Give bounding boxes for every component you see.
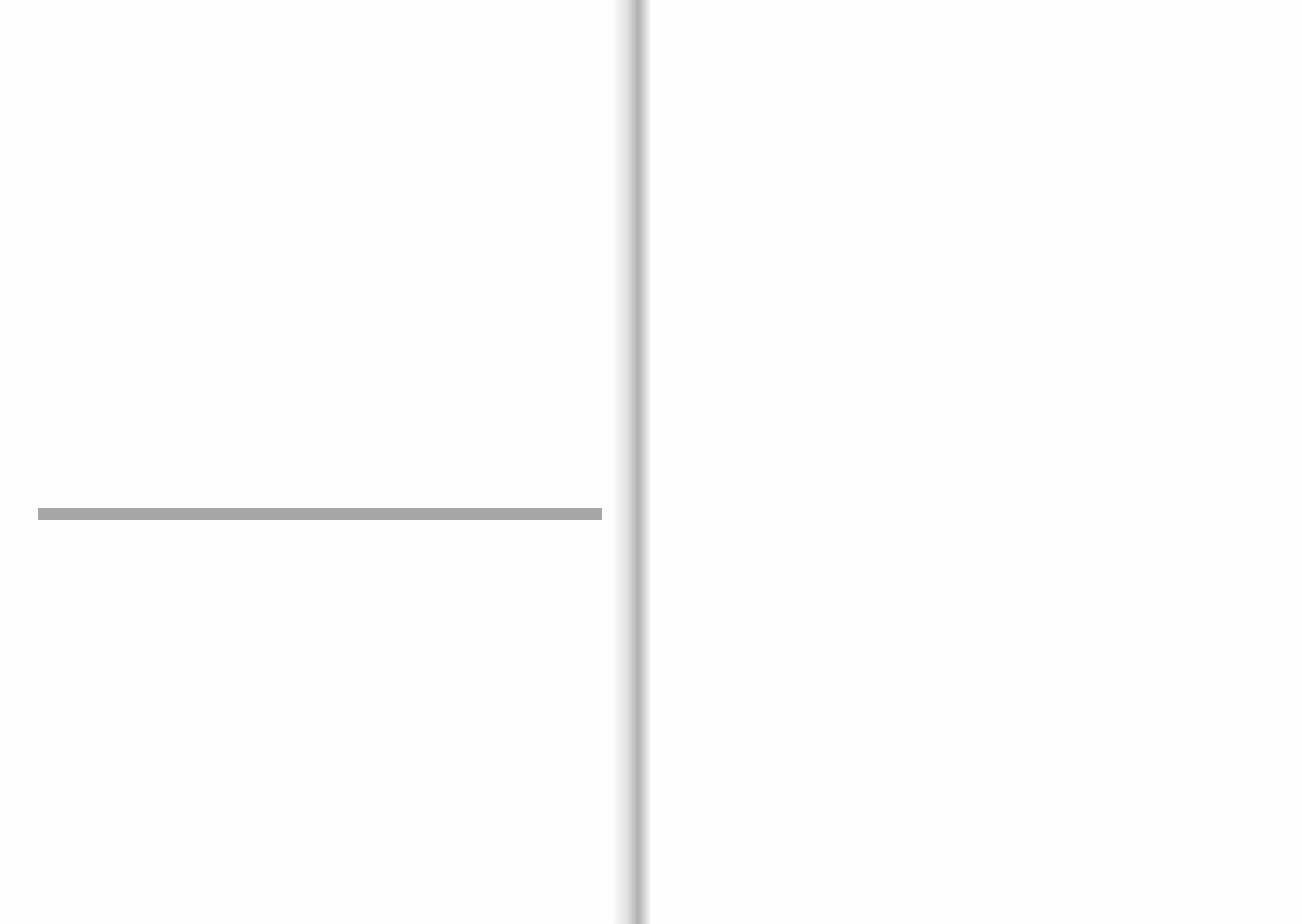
left-page (0, 0, 626, 924)
breed-header (38, 508, 602, 520)
right-page (650, 0, 1302, 924)
